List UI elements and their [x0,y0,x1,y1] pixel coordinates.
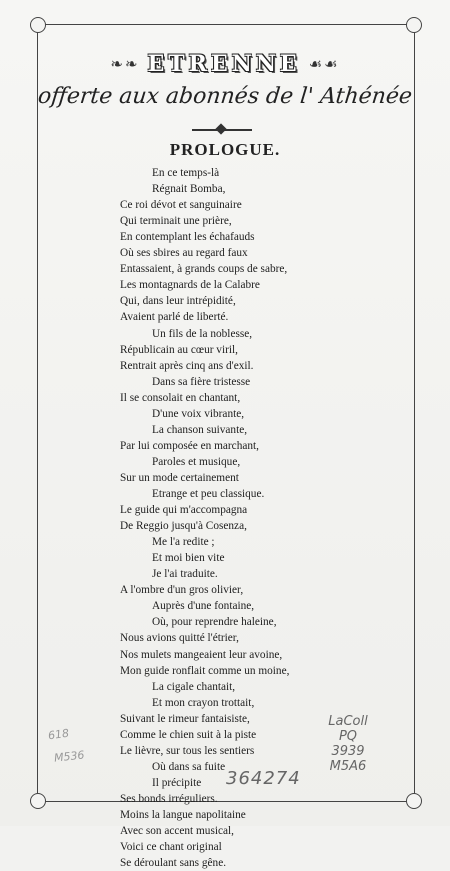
poem-line: Ses bonds irréguliers. [120,792,218,805]
poem-line: Républicain au cœur viril, [120,343,238,356]
poem-line: Qui terminait une prière, [120,215,232,228]
handwritten-call-number: LaColl PQ 3939 M5A6 [328,714,368,774]
divider [192,129,252,131]
poem-line: De Reggio jusqu'à Cosenza, [120,520,247,533]
poem-line: Mon guide ronflait comme un moine, [120,664,290,677]
poem-line: Me l'a redite ; [152,536,215,549]
poem-line: Nous avions quitté l'étrier, [120,632,239,645]
poem-line: D'une voix vibrante, [152,407,245,420]
poem-line: A l'ombre d'un gros olivier, [120,584,244,597]
poem-line: Il se consolait en chantant, [120,391,241,404]
page-title: ETRENNE [147,51,301,77]
poem-line: Avec son accent musical, [120,825,234,838]
section-heading: PROLOGUE. [169,140,281,159]
poem-line: Par lui composée en marchant, [120,439,259,452]
poem-line: Paroles et musique, [152,455,241,468]
poem-line: Régnait Bomba, [152,183,226,196]
poem-line: En ce temps-là [152,167,220,179]
poem-line: Et moi bien vite [152,552,225,565]
handwritten-note: 618 [47,726,70,743]
poem-line: Auprès d'une fontaine, [152,600,255,613]
poem-line: La cigale chantait, [152,680,236,693]
poem-line: Le lièvre, sur tous les sentiers [120,744,255,757]
corner-ornament [30,17,46,33]
poem-line: Un fils de la noblesse, [152,327,253,340]
poem-line: Moins la langue napolitaine [120,809,246,821]
poem-line: Sur un mode certainement [120,471,239,484]
corner-ornament [406,17,422,33]
handwritten-number: 364274 [226,768,301,789]
poem-line: Où ses sbires au regard faux [120,247,248,260]
poem-line: En contemplant les échafauds [120,231,255,244]
poem-line: Etrange et peu classique. [152,488,265,500]
poem-line: Où, pour reprendre haleine, [152,616,277,629]
poem-line: La chanson suivante, [152,423,248,436]
poem-line: Dans sa fière tristesse [152,375,251,388]
title-row [37,50,413,78]
poem-line: Ce roi dévot et sanguinaire [120,199,242,212]
corner-ornament [30,793,46,809]
poem-line: Se déroulant sans gêne. [120,857,227,870]
poem-line: Il précipite [152,776,202,789]
poem-line: Entassaient, à grands coups de sabre, [120,263,288,276]
right-ornament-icon: ☙☙ [308,56,340,73]
corner-ornament [406,793,422,809]
poem-line: Comme le chien suit à la piste [120,728,257,741]
poem-line: Suivant le rimeur fantaisiste, [120,712,250,725]
poem-line: Rentrait après cinq ans d'exil. [120,359,254,372]
poem-line: Le guide qui m'accompagna [120,504,248,517]
handwritten-note: M536 [53,748,86,765]
poem-line: Avaient parlé de liberté. [120,311,229,324]
page-subtitle: offerte aux abonnés de l' Athénée [36,84,414,109]
poem-line: Nos mulets mangeaient leur avoine, [120,648,283,661]
poem-line: Où dans sa fuite [152,760,226,773]
poem-line: Qui, dans leur intrépidité, [120,295,236,308]
poem-line: Je l'ai traduite. [152,568,218,581]
left-ornament-icon: ❧❧ [110,56,140,73]
poem-line: Et mon crayon trottait, [152,696,255,709]
poem-line: Voici ce chant original [120,841,222,854]
poem-line: Les montagnards de la Calabre [120,279,260,292]
